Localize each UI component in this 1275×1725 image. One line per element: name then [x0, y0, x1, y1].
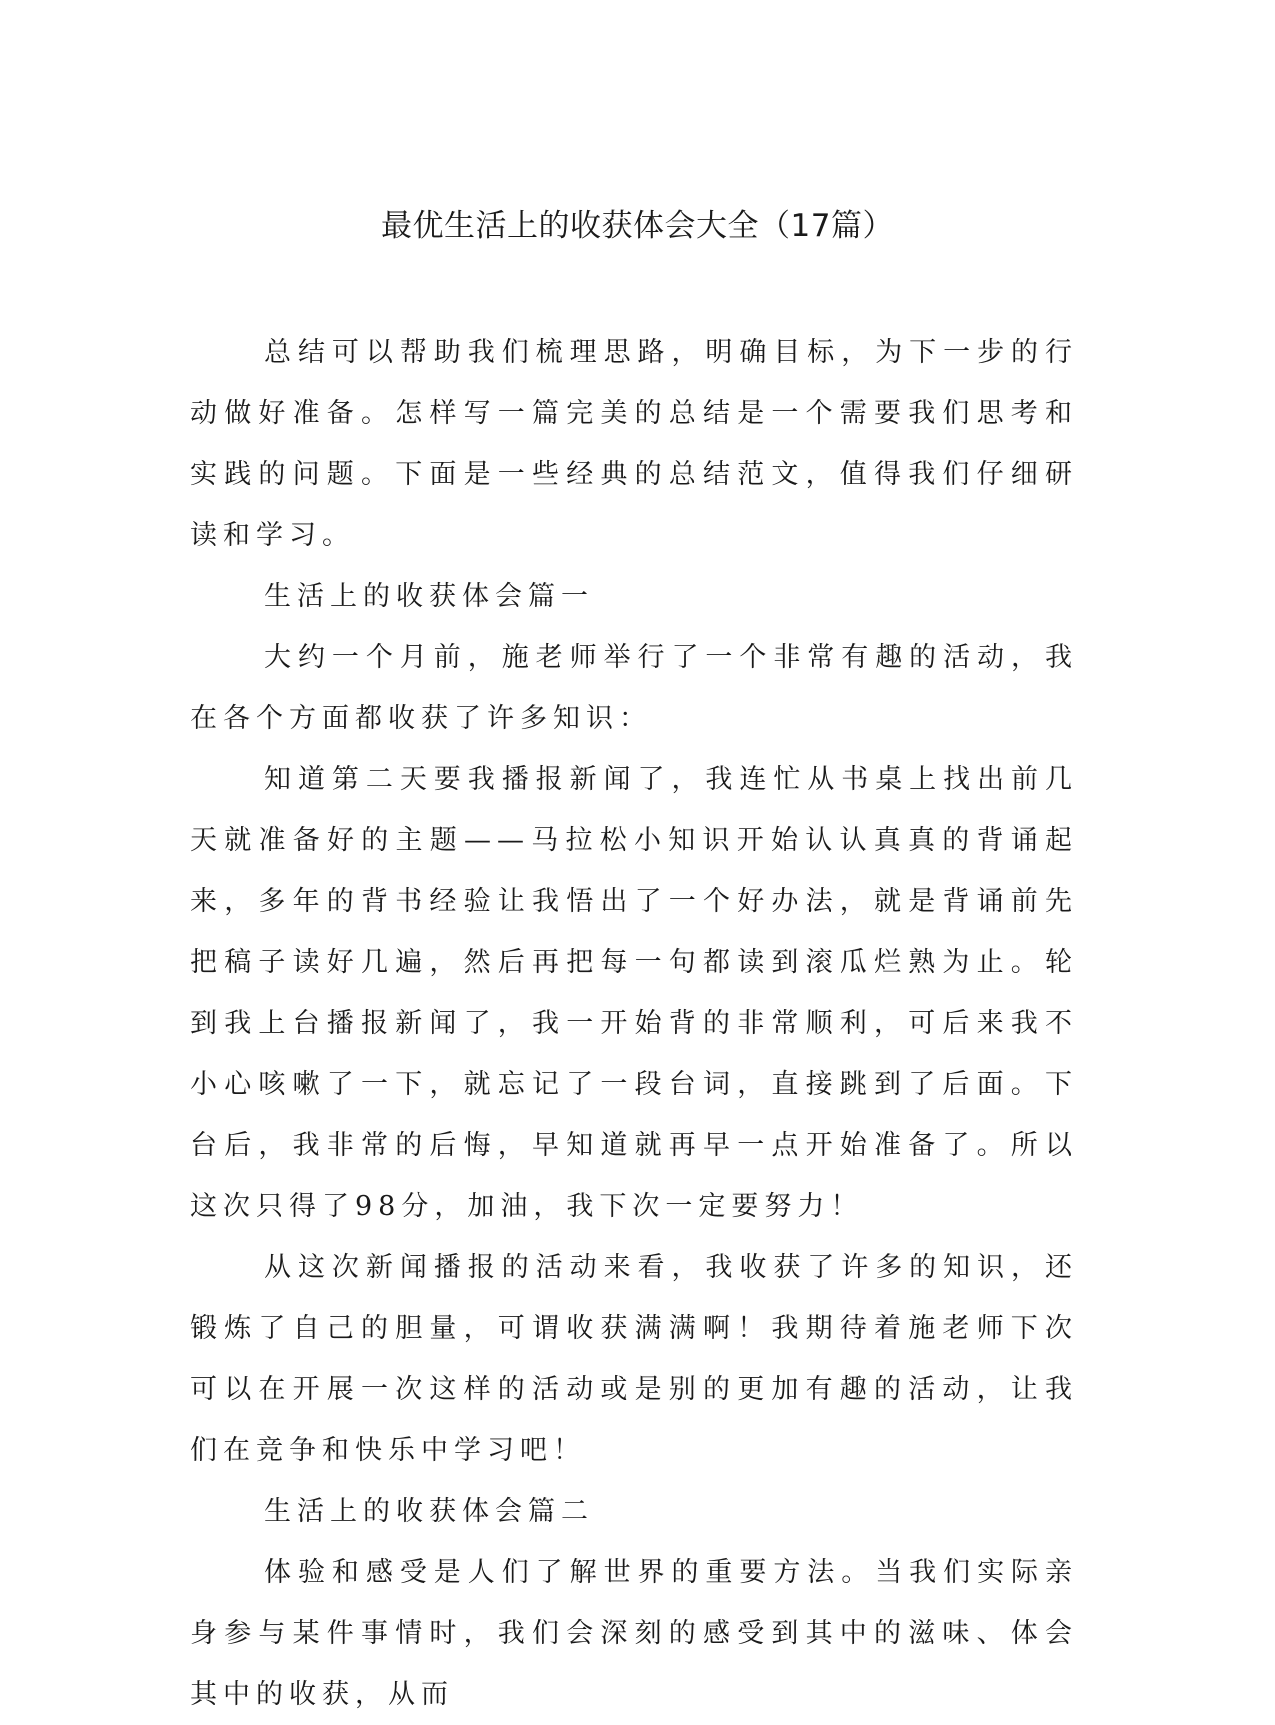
document-title: 最优生活上的收获体会大全（17篇）	[381, 208, 894, 244]
document-body	[190, 322, 1078, 1725]
body-paragraph: 大约一个月前，施老师举行了一个非常有趣的活动，我在各个方面都收获了许多知识：	[190, 642, 1078, 734]
body-paragraph: 知道第二天要我播报新闻了，我连忙从书桌上找出前几天就准备好的主题——马拉松小知识开始认认真真的背诵起来，多年的背书经验让我悟出了一个好办法，就是背诵前先把稿子读好几遍，然后再把每一句都读到滚瓜烂熟为止。轮到我上台播报新闻了，我一开始背的非常顺利，可后来我不小心咳嗽了一下，就忘记了一段台词，直接跳到了后面。下台后，我非常的后悔，早知道就再早一点开始准备了。所以这次只得了98分，加油，我下次一定要努力！	[190, 764, 1078, 1222]
intro-paragraph: 总结可以帮助我们梳理思路，明确目标，为下一步的行动做好准备。怎样写一篇完美的总结是一个需要我们思考和实践的问题。下面是一些经典的总结范文，值得我们仔细研读和学习。	[190, 337, 1078, 551]
body-paragraph: 体验和感受是人们了解世界的重要方法。当我们实际亲身参与某件事情时，我们会深刻的感受到其中的滋味、体会其中的收获，从而	[190, 1557, 1078, 1710]
section-heading-2: 生活上的收获体会篇二	[264, 1496, 594, 1527]
section-heading-1: 生活上的收获体会篇一	[264, 581, 594, 612]
body-paragraph: 从这次新闻播报的活动来看，我收获了许多的知识，还锻炼了自己的胆量，可谓收获满满啊！我期待着施老师下次可以在开展一次这样的活动或是别的更加有趣的活动，让我们在竞争和快乐中学习吧！	[190, 1252, 1078, 1466]
